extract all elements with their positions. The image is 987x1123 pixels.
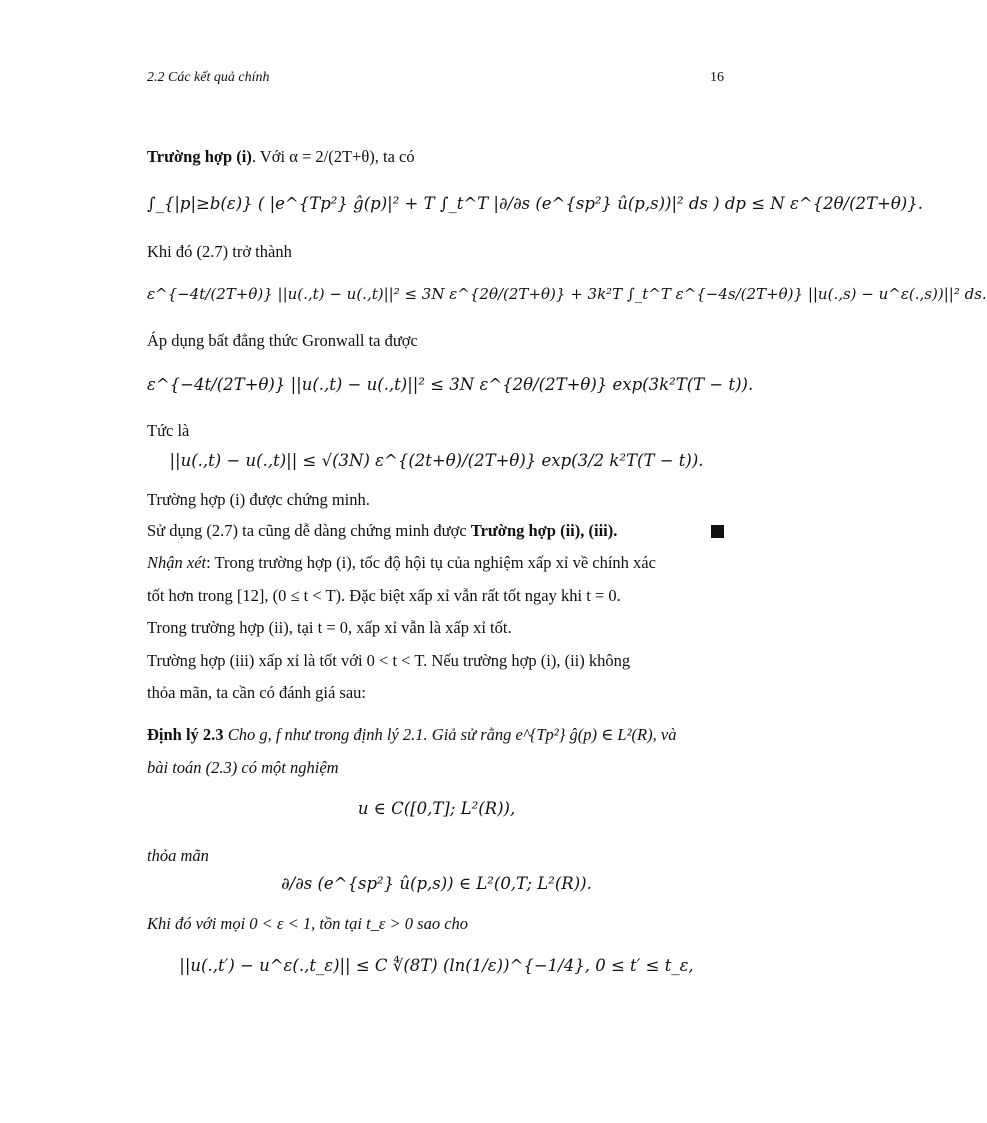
text-tuc-la: Tức là: [147, 421, 190, 440]
equation-6: ∂/∂s (e^{sp²} û(p,s)) ∈ L²(0,T; L²(R)).: [281, 874, 592, 893]
cases-ii-iii-label: Trường hợp (ii), (iii).: [470, 521, 618, 540]
equation-3: ε^{−4t/(2T+θ)} ||u(.,t) − u(.,t)||² ≤ 3N ε^{2θ/(2T+θ)} exp(3k²T(T − t)).: [147, 375, 754, 394]
remark-line-4: Trường hợp (iii) xấp xỉ là tốt với 0 < t < T. Nếu trường hợp (i), (ii) không: [147, 651, 631, 670]
remark-label: Nhận xét: [147, 553, 207, 572]
remark-line-3: Trong trường hợp (ii), tại t = 0, xấp xỉ vẫn là xấp xỉ tốt.: [147, 618, 512, 637]
text-case-proved: Trường hợp (i) được chứng minh.: [147, 490, 370, 509]
equation-5: u ∈ C([0,T]; L²(R)),: [357, 799, 516, 818]
theorem-label: Định lý 2.3: [147, 725, 224, 744]
remark-line-1: [147, 552, 726, 574]
equation-2: ε^{−4t/(2T+θ)} ||u(.,t) − u(.,t)||² ≤ 3N ε^{2θ/(2T+θ)} + 3k²T ∫_t^T ε^{−4s/(2T+θ)} ||u(.,s) − u^ε(.,s))||² ds.: [147, 285, 987, 303]
case-i-tail: . Với α = 2/(2T+θ), ta có: [251, 147, 415, 166]
su-dung-text: Sử dụng (2.7) ta cũng dễ dàng chứng minh được: [147, 521, 471, 540]
text-khi-do: Khi đó (2.7) trở thành: [147, 242, 292, 261]
equation-4: ||u(.,t) − u(.,t)|| ≤ √(3N) ε^{(2t+θ)/(2T+θ)} exp(3/2 k²T(T − t)).: [169, 451, 704, 470]
theorem-text-3: thỏa mãn: [147, 846, 209, 865]
equation-1: ∫_{|p|≥b(ε)} ( |e^{Tp²} ĝ(p)|² + T ∫_t^T |∂/∂s (e^{sp²} û(p,s))|² ds ) dp ≤ N ε^{2θ/(2T+θ)}.: [147, 194, 923, 213]
case-i-paragraph: [147, 146, 726, 168]
theorem-line-1: [147, 724, 726, 746]
qed-square-icon: [711, 525, 724, 538]
page-number: 16: [710, 70, 724, 85]
theorem-text-2: bài toán (2.3) có một nghiệm: [147, 758, 339, 777]
remark-line-5: thỏa mãn, ta cần có đánh giá sau:: [147, 683, 367, 702]
equation-7: ||u(.,t′) − u^ε(.,t_ε)|| ≤ C ∜(8T) (ln(1/ε))^{−1/4}, 0 ≤ t′ ≤ t_ε,: [179, 956, 694, 975]
theorem-text-1: Cho g, f như trong định lý 2.1. Giả sử rằng e^{Tp²} ĝ(p) ∈ L²(R), và: [223, 725, 677, 744]
theorem-line-2: [147, 757, 726, 779]
text-ap-dung: Áp dụng bất đẳng thức Gronwall ta được: [147, 331, 418, 350]
running-header-section: 2.2 Các kết quả chính: [147, 70, 270, 85]
theorem-text-4: Khi đó với mọi 0 < ε < 1, tồn tại t_ε > 0 sao cho: [147, 914, 469, 933]
theorem-line-3: [147, 845, 726, 867]
theorem-line-4: [147, 913, 726, 935]
remark-line-2: tốt hơn trong [12], (0 ≤ t < T). Đặc biệt xấp xỉ vẫn rất tốt ngay khi t = 0.: [147, 586, 621, 605]
text-su-dung: [147, 520, 726, 542]
remark-text-1: : Trong trường hợp (i), tốc độ hội tụ của nghiệm xấp xỉ về chính xác: [206, 553, 656, 572]
case-i-label: Trường hợp (i): [147, 147, 252, 166]
